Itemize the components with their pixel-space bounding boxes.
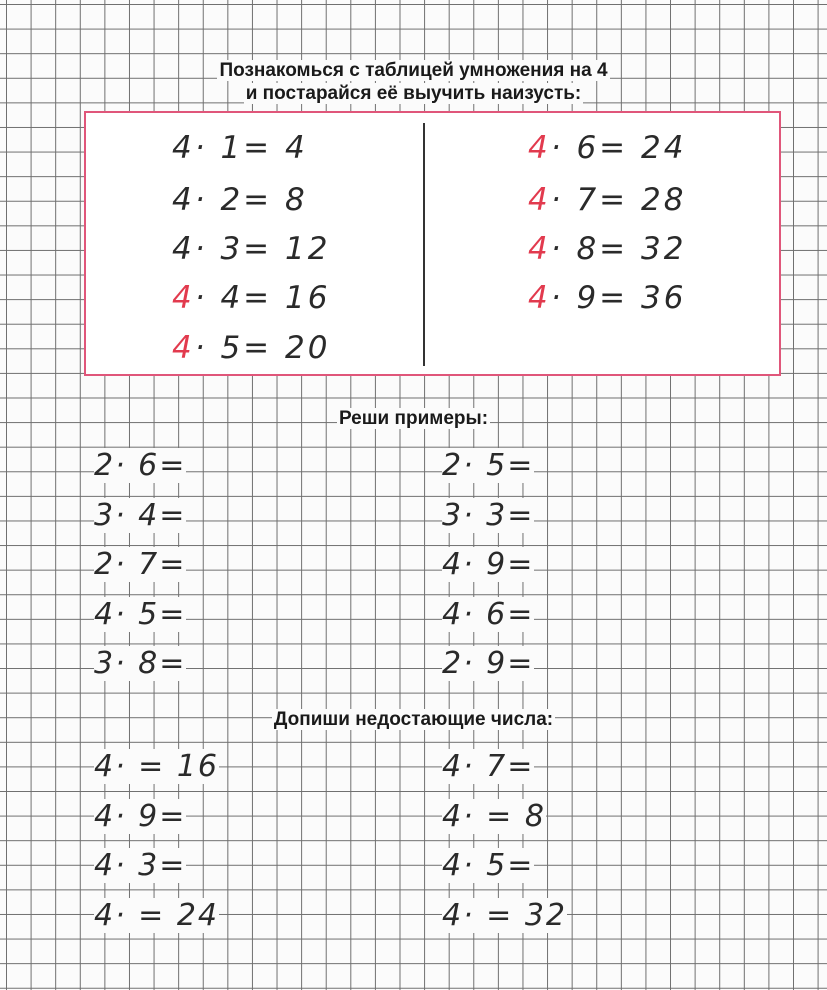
exercise-solve-left-1: 2· 6= xyxy=(94,448,187,483)
exercise-missing-left-3: 4· 3= xyxy=(94,848,187,883)
table-row-left-2: 4· 2= 8 xyxy=(172,182,308,218)
exercise-solve-left-3: 2· 7= xyxy=(94,547,187,582)
table-row-right-8: 4· 8= 32 xyxy=(528,231,687,267)
section-title-fill-missing: Допиши недостающие числа: xyxy=(273,709,554,730)
exercise-missing-left-2: 4· 9= xyxy=(94,799,187,834)
exercise-missing-right-3: 4· 5= xyxy=(442,848,535,883)
table-divider xyxy=(423,123,425,366)
exercise-missing-left-4: 4· = 24 xyxy=(94,898,220,933)
table-row-left-3: 4· 3= 12 xyxy=(172,231,331,267)
table-row-right-9: 4· 9= 36 xyxy=(528,280,687,316)
exercise-missing-right-1: 4· 7= xyxy=(442,749,535,784)
multiplication-table-box xyxy=(84,111,781,376)
table-row-left-4: 4· 4= 16 xyxy=(172,280,331,316)
table-row-right-7: 4· 7= 28 xyxy=(528,182,687,218)
section-title-solve: Реши примеры: xyxy=(338,408,489,429)
exercise-missing-right-4: 4· = 32 xyxy=(442,898,568,933)
exercise-solve-left-2: 3· 4= xyxy=(94,498,187,533)
exercise-solve-right-4: 4· 6= xyxy=(442,597,535,632)
exercise-solve-right-1: 2· 5= xyxy=(442,448,535,483)
table-row-right-6: 4· 6= 24 xyxy=(528,130,687,166)
exercise-missing-right-2: 4· = 8 xyxy=(442,799,546,834)
exercise-solve-right-3: 4· 9= xyxy=(442,547,535,582)
table-row-left-5: 4· 5= 20 xyxy=(172,330,331,366)
heading-line-2: и постарайся её выучить наизусть: xyxy=(245,83,582,104)
exercise-solve-left-4: 4· 5= xyxy=(94,597,187,632)
table-row-left-1: 4· 1= 4 xyxy=(172,130,308,166)
heading-line-1: Познакомься с таблицей умножения на 4 xyxy=(219,60,608,81)
exercise-solve-left-5: 3· 8= xyxy=(94,646,187,681)
exercise-missing-left-1: 4· = 16 xyxy=(94,749,220,784)
exercise-solve-right-2: 3· 3= xyxy=(442,498,535,533)
exercise-solve-right-5: 2· 9= xyxy=(442,646,535,681)
